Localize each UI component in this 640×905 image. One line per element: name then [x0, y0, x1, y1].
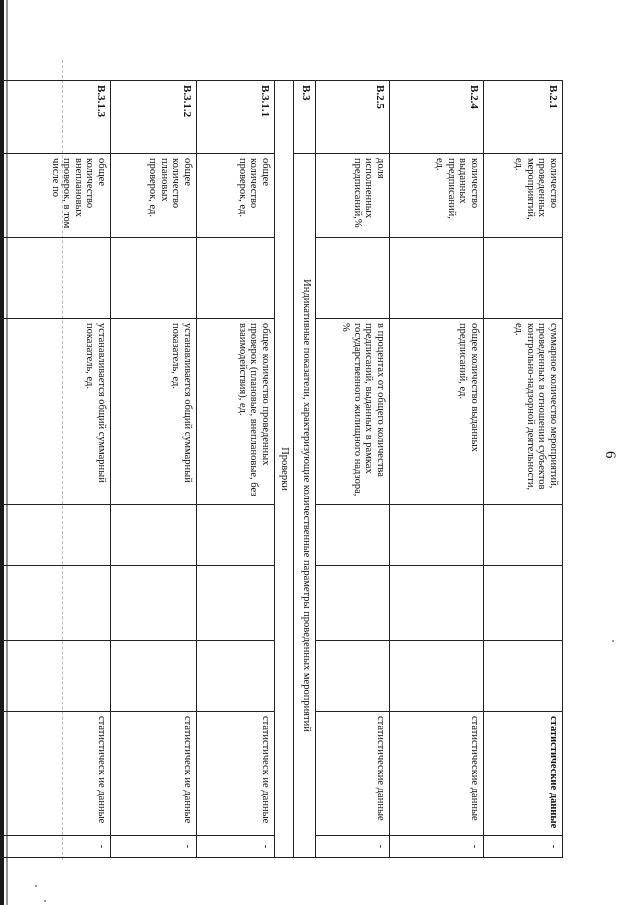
empty-cell [197, 641, 275, 712]
row-source: статистические данные [484, 712, 563, 836]
empty-cell [316, 505, 390, 566]
empty-cell [390, 641, 484, 712]
table-row [111, 81, 197, 858]
table-row [484, 81, 563, 858]
empty-cell [0, 505, 111, 566]
row-mark: - [390, 836, 484, 858]
row-formula: в процентах от общего количества предписаний, выданных в рамках государственного жилищного надзора, % [316, 319, 390, 505]
subsection-row [275, 81, 294, 858]
row-source: статистическ ие данные [111, 712, 197, 836]
row-name: общее количество проверок, ед. [197, 154, 275, 238]
row-code: В.2.4 [390, 81, 484, 154]
empty-cell [484, 505, 563, 566]
row-mark: - [0, 836, 111, 858]
table-row [0, 81, 111, 858]
empty-cell [484, 641, 563, 712]
empty-cell [0, 238, 111, 319]
row-source: статистические данные [390, 712, 484, 836]
row-code: В.2.1 [484, 81, 563, 154]
row-name: общее количество плановых проверок, ед. [111, 154, 197, 238]
row-name: общее количество внеплановых проверок, в том числе по [0, 154, 111, 238]
empty-cell [111, 566, 197, 641]
row-mark: - [197, 836, 275, 858]
empty-cell [390, 566, 484, 641]
row-name: доля исполненных предписаний,% [316, 154, 390, 238]
table-row [316, 81, 390, 858]
table-row [390, 81, 484, 858]
row-formula: общее количество проведенных проверок (плановые, внеплановые, без взаимодействия), ед. [197, 319, 275, 505]
empty-cell [111, 238, 197, 319]
empty-cell [316, 238, 390, 319]
empty-cell [316, 641, 390, 712]
empty-cell [484, 566, 563, 641]
row-mark: - [316, 836, 390, 858]
empty-cell [111, 641, 197, 712]
empty-cell [0, 566, 111, 641]
empty-cell [197, 566, 275, 641]
row-formula: суммарное количество мероприятий, проведенных в отношении субъектов контрольно-надзорной деятельности, ед. [484, 319, 563, 505]
indicators-table [0, 80, 563, 858]
empty-cell [484, 238, 563, 319]
row-formula: устанавливается общий суммарный показатель, ед. [111, 319, 197, 505]
row-name: количество выданных предписаний, ед. [390, 154, 484, 238]
empty-cell [197, 238, 275, 319]
row-code: В.2.5 [316, 81, 390, 154]
subsection-title: Проверки [275, 81, 294, 858]
row-source: статистические данные [316, 712, 390, 836]
row-mark: - [111, 836, 197, 858]
empty-cell [390, 238, 484, 319]
table-row [197, 81, 275, 858]
row-code: В.3.1.3 [0, 81, 111, 154]
row-formula: устанавливается общий суммарный показатель, ед. [0, 319, 111, 505]
row-code: В.3.1.2 [111, 81, 197, 154]
row-source: статистическ ие данные [0, 712, 111, 836]
row-code: В.3.1.1 [197, 81, 275, 154]
section-title: Индикативные показатели, характеризующие количественные параметры проведенных мероприятий [294, 154, 316, 858]
row-name: количество проведенных мероприятий, ед. [484, 154, 563, 238]
section-row [294, 81, 316, 858]
empty-cell [390, 505, 484, 566]
empty-cell [0, 641, 111, 712]
row-source: статистическ ие данные [197, 712, 275, 836]
page-number: 6 [602, 451, 618, 459]
empty-cell [197, 505, 275, 566]
empty-cell [316, 566, 390, 641]
empty-cell [111, 505, 197, 566]
section-code: В.3 [294, 81, 316, 154]
row-mark: - [484, 836, 563, 858]
row-formula: общее количество выданных предписаний, ед. [390, 319, 484, 505]
